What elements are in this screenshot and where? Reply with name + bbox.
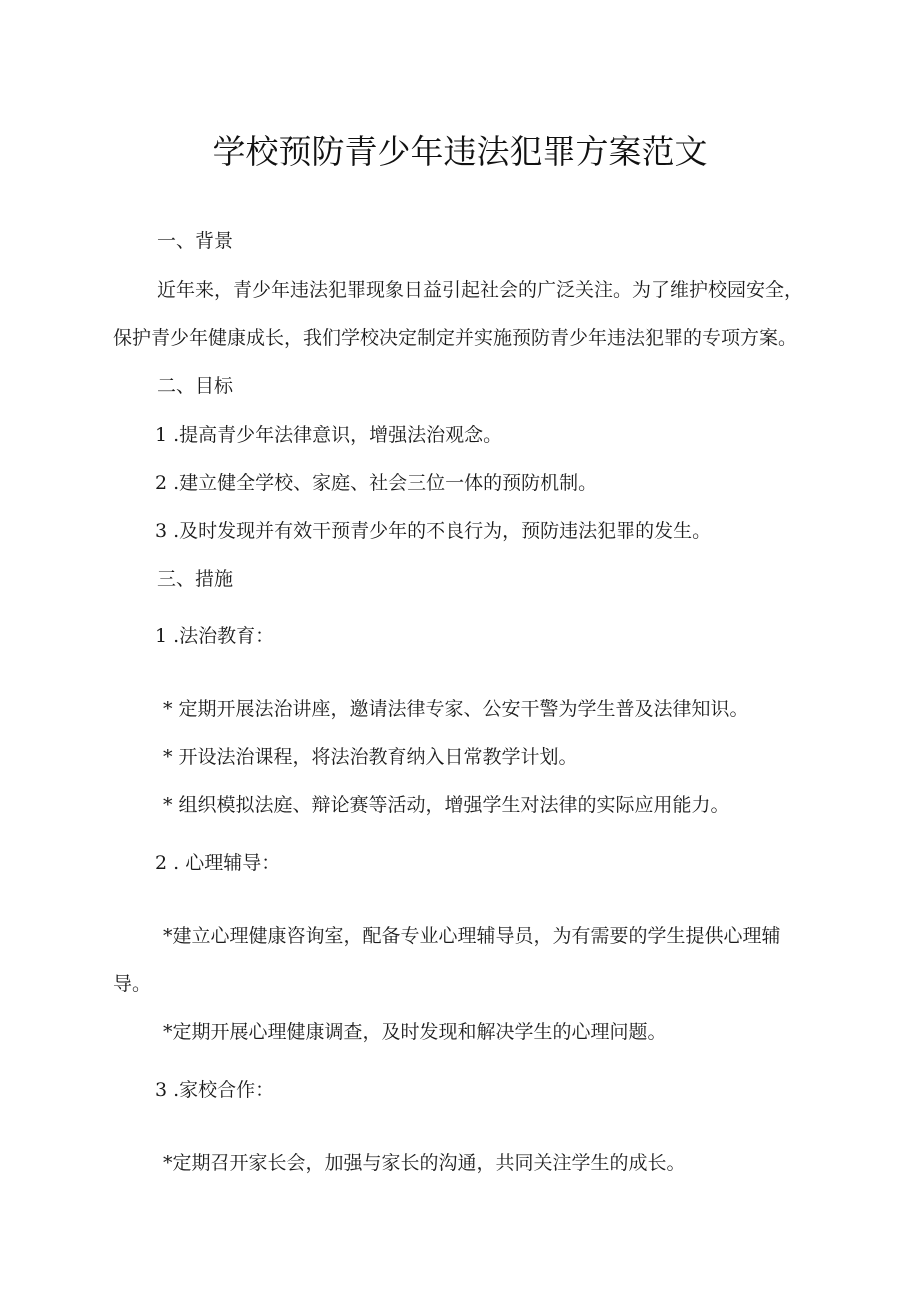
bullet-item: *建立心理健康咨询室，配备专业心理辅导员，为有需要的学生提供心理辅 — [163, 925, 781, 947]
document-title: 学校预防青少年违法犯罪方案范文 — [212, 132, 708, 171]
section-heading-background: 一、背景 — [157, 230, 234, 252]
paragraph-line: 保护青少年健康成长，我们学校决定制定并实施预防青少年违法犯罪的专项方案。 — [113, 327, 798, 349]
paragraph-line: 近年来，青少年违法犯罪现象日益引起社会的广泛关注。为了维护校园安全， — [157, 279, 804, 301]
measure-heading: 3 .家校合作： — [155, 1079, 275, 1101]
bullet-item: *定期召开家长会，加强与家长的沟通，共同关注学生的成长。 — [163, 1152, 686, 1174]
section-heading-goals: 二、目标 — [157, 375, 234, 397]
bullet-item: *定期开展心理健康调查，及时发现和解决学生的心理问题。 — [163, 1021, 667, 1043]
bullet-item-wrap: 导。 — [113, 973, 152, 995]
bullet-item: * 定期开展法治讲座，邀请法律专家、公安干警为学生普及法律知识。 — [163, 698, 749, 720]
goal-item: 1 .提高青少年法律意识，增强法治观念。 — [155, 424, 503, 446]
goal-item: 2 .建立健全学校、家庭、社会三位一体的预防机制。 — [155, 472, 598, 494]
bullet-item: * 组织模拟法庭、辩论赛等活动，增强学生对法律的实际应用能力。 — [163, 794, 730, 816]
measure-heading: 2 . 心理辅导： — [155, 852, 281, 874]
section-heading-measures: 三、措施 — [157, 568, 234, 590]
bullet-item: * 开设法治课程，将法治教育纳入日常教学计划。 — [163, 746, 578, 768]
measure-heading: 1 .法治教育： — [155, 625, 275, 647]
goal-item: 3 .及时发现并有效干预青少年的不良行为，预防违法犯罪的发生。 — [155, 520, 712, 542]
